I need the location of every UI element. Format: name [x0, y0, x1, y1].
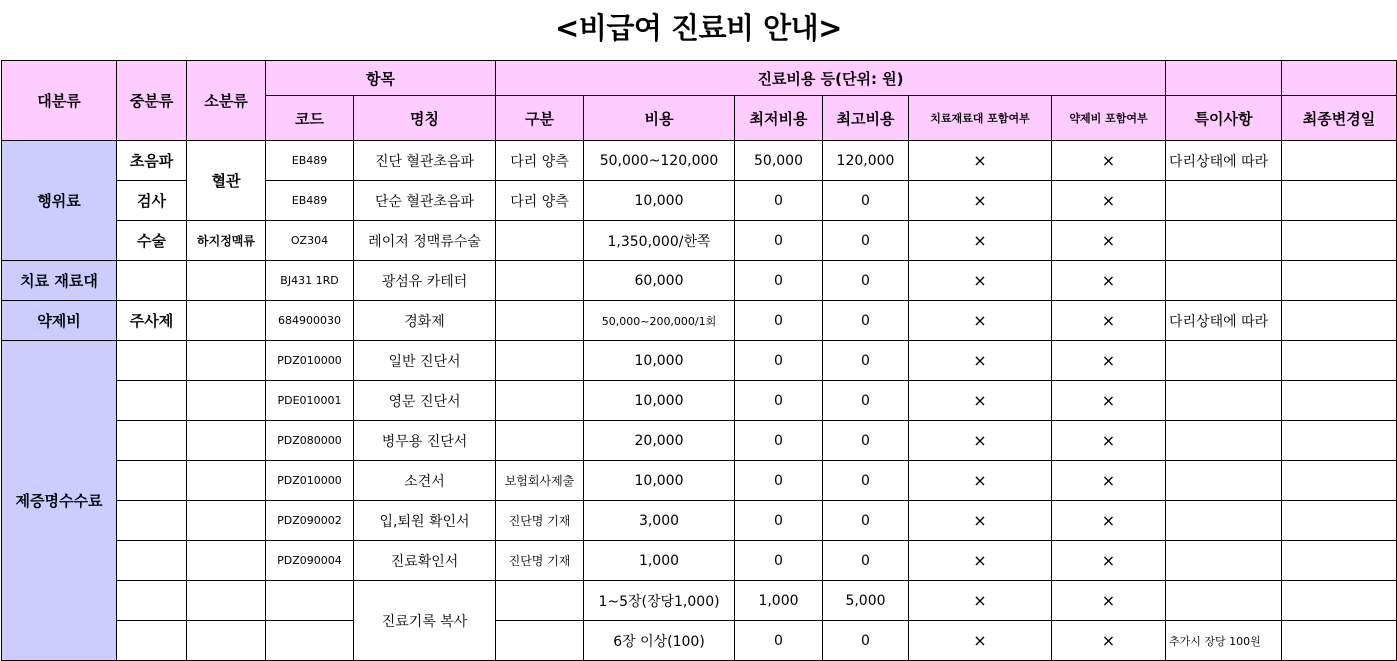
header-middle-category: 중분류 — [117, 61, 187, 141]
cell-minor-category — [187, 621, 266, 661]
cell-code — [266, 581, 354, 621]
cell-last-changed — [1282, 461, 1397, 501]
cell-max-cost: 0 — [823, 381, 909, 421]
cell-note — [1166, 181, 1282, 221]
header-material-included: 치료재료대 포함여부 — [909, 96, 1052, 141]
cell-drug-included: × — [1052, 541, 1166, 581]
cell-middle-category — [117, 341, 187, 381]
table-row — [2, 341, 1397, 381]
cell-name: 소견서 — [354, 461, 496, 501]
cell-drug-included: × — [1052, 301, 1166, 341]
cell-min-cost: 0 — [735, 621, 823, 661]
cell-min-cost: 0 — [735, 381, 823, 421]
cell-minor-category — [187, 421, 266, 461]
cell-cost: 50,000~200,000/1회 — [584, 301, 735, 341]
cell-type — [496, 341, 584, 381]
cell-name: 진료확인서 — [354, 541, 496, 581]
cell-cost: 10,000 — [584, 381, 735, 421]
header-cost: 비용 — [584, 96, 735, 141]
cell-name: 광섬유 카테터 — [354, 261, 496, 301]
cell-cost: 50,000~120,000 — [584, 141, 735, 181]
subcategory-surgery: 수술 — [117, 221, 187, 261]
cell-note: 다리상태에 따라 — [1166, 141, 1282, 181]
cell-cost: 10,000 — [584, 461, 735, 501]
cell-note — [1166, 221, 1282, 261]
cell-minor-category — [187, 581, 266, 621]
cell-max-cost: 120,000 — [823, 141, 909, 181]
table-row — [2, 461, 1397, 501]
cell-cost: 10,000 — [584, 341, 735, 381]
cell-drug-included: × — [1052, 501, 1166, 541]
cell-name: 경화제 — [354, 301, 496, 341]
cell-material-included: × — [909, 421, 1052, 461]
cell-name: 레이저 정맥류수술 — [354, 221, 496, 261]
cell-min-cost: 0 — [735, 221, 823, 261]
cell-code: OZ304 — [266, 221, 354, 261]
header-min-cost: 최저비용 — [735, 96, 823, 141]
cell-min-cost: 0 — [735, 421, 823, 461]
cell-min-cost: 0 — [735, 301, 823, 341]
cell-type — [496, 421, 584, 461]
cell-last-changed — [1282, 421, 1397, 461]
cell-material-included: × — [909, 341, 1052, 381]
cell-type: 진단명 기재 — [496, 541, 584, 581]
category-material-fee: 치료 재료대 — [2, 261, 117, 301]
subcategory-injection: 주사제 — [117, 301, 187, 341]
cell-drug-included: × — [1052, 421, 1166, 461]
cell-last-changed — [1282, 621, 1397, 661]
cell-material-included: × — [909, 141, 1052, 181]
cell-drug-included: × — [1052, 261, 1166, 301]
category-certificate-fee: 제증명수수료 — [2, 341, 117, 661]
cell-middle-category — [117, 621, 187, 661]
cell-middle-category — [117, 381, 187, 421]
cell-minor-category — [187, 541, 266, 581]
cell-cost: 1~5장(장당1,000) — [584, 581, 735, 621]
cell-min-cost: 0 — [735, 501, 823, 541]
cell-code: BJ431 1RD — [266, 261, 354, 301]
cell-code: PDZ010000 — [266, 461, 354, 501]
cell-cost: 60,000 — [584, 261, 735, 301]
cell-drug-included: × — [1052, 181, 1166, 221]
cell-code: PDZ010000 — [266, 341, 354, 381]
cell-max-cost: 0 — [823, 301, 909, 341]
cell-type: 다리 양측 — [496, 181, 584, 221]
cell-code — [266, 621, 354, 661]
cell-note — [1166, 541, 1282, 581]
cell-material-included: × — [909, 261, 1052, 301]
non-covered-fee-table — [1, 60, 1397, 661]
header-cost-group: 진료비용 등(단위: 원) — [496, 61, 1166, 96]
cell-material-included: × — [909, 501, 1052, 541]
cell-last-changed — [1282, 501, 1397, 541]
cell-note — [1166, 381, 1282, 421]
cell-material-included: × — [909, 381, 1052, 421]
cell-cost: 1,350,000/한쪽 — [584, 221, 735, 261]
cell-middle-category — [117, 421, 187, 461]
cell-last-changed — [1282, 261, 1397, 301]
header-type: 구분 — [496, 96, 584, 141]
cell-last-changed — [1282, 181, 1397, 221]
table-row — [2, 261, 1397, 301]
cell-type: 다리 양측 — [496, 141, 584, 181]
page-title: <비급여 진료비 안내> — [555, 11, 842, 45]
cell-code: EB489 — [266, 181, 354, 221]
header-name: 명칭 — [354, 96, 496, 141]
cell-drug-included: × — [1052, 461, 1166, 501]
header-code: 코드 — [266, 96, 354, 141]
cell-note — [1166, 581, 1282, 621]
cell-max-cost: 0 — [823, 421, 909, 461]
cell-cost: 10,000 — [584, 181, 735, 221]
cell-material-included: × — [909, 621, 1052, 661]
cell-min-cost: 0 — [735, 541, 823, 581]
cell-type — [496, 581, 584, 621]
table-row — [2, 141, 1397, 181]
cell-code: EB489 — [266, 141, 354, 181]
category-drug-fee: 약제비 — [2, 301, 117, 341]
cell-max-cost: 0 — [823, 501, 909, 541]
table-row — [2, 621, 1397, 661]
table-row — [2, 501, 1397, 541]
cell-note — [1166, 501, 1282, 541]
cell-note — [1166, 261, 1282, 301]
cell-code: PDE010001 — [266, 381, 354, 421]
header-special-notes: 특이사항 — [1166, 96, 1282, 141]
cell-middle-category — [117, 261, 187, 301]
cell-cost: 3,000 — [584, 501, 735, 541]
cell-minor-category — [187, 301, 266, 341]
cell-type — [496, 221, 584, 261]
header-drug-included: 약제비 포함여부 — [1052, 96, 1166, 141]
cell-code: 684900030 — [266, 301, 354, 341]
cell-material-included: × — [909, 461, 1052, 501]
cell-material-included: × — [909, 581, 1052, 621]
header-max-cost: 최고비용 — [823, 96, 909, 141]
cell-name: 진단 혈관초음파 — [354, 141, 496, 181]
header-blank — [1166, 61, 1282, 96]
cell-minor-category — [187, 501, 266, 541]
cell-note — [1166, 461, 1282, 501]
cell-minor-category — [187, 381, 266, 421]
cell-last-changed — [1282, 541, 1397, 581]
cell-material-included: × — [909, 541, 1052, 581]
cell-middle-category — [117, 501, 187, 541]
header-blank — [1282, 61, 1397, 96]
cell-max-cost: 0 — [823, 341, 909, 381]
table-row — [2, 421, 1397, 461]
cell-max-cost: 0 — [823, 181, 909, 221]
cell-type: 진단명 기재 — [496, 501, 584, 541]
cell-cost: 6장 이상(100) — [584, 621, 735, 661]
header-minor-category: 소분류 — [187, 61, 266, 141]
cell-max-cost: 0 — [823, 221, 909, 261]
category-act-fee: 행위료 — [2, 141, 117, 261]
table-row — [2, 541, 1397, 581]
cell-drug-included: × — [1052, 581, 1166, 621]
subcategory-ultrasound: 초음파 — [117, 141, 187, 181]
cell-min-cost: 50,000 — [735, 141, 823, 181]
cell-min-cost: 0 — [735, 261, 823, 301]
cell-last-changed — [1282, 141, 1397, 181]
cell-type — [496, 301, 584, 341]
cell-type — [496, 261, 584, 301]
cell-last-changed — [1282, 301, 1397, 341]
table-row — [2, 381, 1397, 421]
cell-middle-category — [117, 461, 187, 501]
cell-max-cost: 0 — [823, 621, 909, 661]
cell-type — [496, 381, 584, 421]
cell-last-changed — [1282, 341, 1397, 381]
cell-material-included: × — [909, 301, 1052, 341]
cell-minor-category — [187, 261, 266, 301]
cell-code: PDZ090004 — [266, 541, 354, 581]
cell-name: 일반 진단서 — [354, 341, 496, 381]
cell-drug-included: × — [1052, 381, 1166, 421]
cell-type — [496, 621, 584, 661]
cell-cost: 1,000 — [584, 541, 735, 581]
header-major-category: 대분류 — [2, 61, 117, 141]
subcategory-varicose: 하지정맥류 — [187, 221, 266, 261]
cell-last-changed — [1282, 221, 1397, 261]
cell-min-cost: 0 — [735, 341, 823, 381]
cell-code: PDZ080000 — [266, 421, 354, 461]
cell-drug-included: × — [1052, 141, 1166, 181]
cell-note — [1166, 341, 1282, 381]
cell-min-cost: 0 — [735, 181, 823, 221]
header-item: 항목 — [266, 61, 496, 96]
cell-max-cost: 0 — [823, 541, 909, 581]
cell-name: 단순 혈관초음파 — [354, 181, 496, 221]
table-row — [2, 301, 1397, 341]
cell-material-included: × — [909, 181, 1052, 221]
cell-last-changed — [1282, 381, 1397, 421]
cell-drug-included: × — [1052, 221, 1166, 261]
cell-middle-category — [117, 541, 187, 581]
cell-material-included: × — [909, 221, 1052, 261]
cell-drug-included: × — [1052, 621, 1166, 661]
subcategory-exam: 검사 — [117, 181, 187, 221]
cell-last-changed — [1282, 581, 1397, 621]
cell-max-cost: 5,000 — [823, 581, 909, 621]
cell-max-cost: 0 — [823, 461, 909, 501]
cell-name: 영문 진단서 — [354, 381, 496, 421]
cell-type: 보험회사제출 — [496, 461, 584, 501]
cell-minor-category — [187, 461, 266, 501]
cell-middle-category — [117, 581, 187, 621]
cell-code: PDZ090002 — [266, 501, 354, 541]
cell-minor-category — [187, 341, 266, 381]
table-row — [2, 221, 1397, 261]
cell-note: 다리상태에 따라 — [1166, 301, 1282, 341]
cell-name: 입,퇴원 확인서 — [354, 501, 496, 541]
cell-name: 병무용 진단서 — [354, 421, 496, 461]
cell-min-cost: 1,000 — [735, 581, 823, 621]
cell-cost: 20,000 — [584, 421, 735, 461]
table-row — [2, 581, 1397, 621]
cell-drug-included: × — [1052, 341, 1166, 381]
cell-max-cost: 0 — [823, 261, 909, 301]
header-last-changed: 최종변경일 — [1282, 96, 1397, 141]
cell-name: 진료기록 복사 — [354, 581, 496, 661]
cell-note — [1166, 421, 1282, 461]
cell-min-cost: 0 — [735, 461, 823, 501]
subcategory-vascular: 혈관 — [187, 141, 266, 221]
cell-note: 추가시 장당 100원 — [1166, 621, 1282, 661]
